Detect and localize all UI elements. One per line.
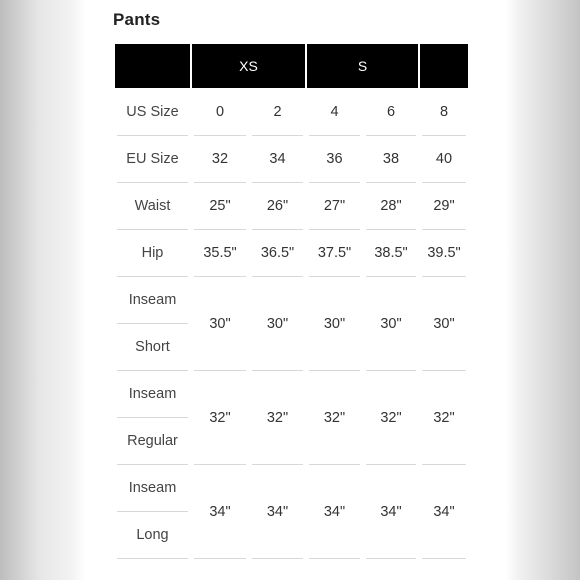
table-cell: 4 bbox=[330, 104, 339, 120]
table-cell: 38 bbox=[382, 151, 400, 167]
row-divider bbox=[194, 558, 246, 559]
table-cell: 30" bbox=[323, 315, 346, 332]
table-cell: 32" bbox=[433, 409, 455, 426]
row-label: US Size bbox=[126, 104, 179, 120]
row-divider bbox=[366, 558, 416, 559]
table-cell: 30" bbox=[380, 315, 402, 332]
table-cell: 37.5" bbox=[317, 245, 352, 261]
table-cell: 6 bbox=[386, 104, 396, 120]
table-cell: 30" bbox=[433, 315, 455, 332]
table-cell: 30" bbox=[209, 315, 231, 332]
table-cell: 36 bbox=[326, 151, 343, 167]
inseam-label-bottom: Regular bbox=[127, 433, 178, 449]
header-xs: XS bbox=[192, 44, 305, 88]
row-label: EU Size bbox=[126, 151, 179, 167]
row-label: Hip bbox=[141, 245, 164, 261]
table-cell: 34" bbox=[380, 503, 402, 520]
table-cell: 35.5" bbox=[203, 245, 237, 261]
table-cell: 27" bbox=[323, 198, 346, 214]
table-cell: 2 bbox=[273, 104, 282, 120]
header-s: S bbox=[307, 44, 418, 88]
row-divider bbox=[422, 558, 466, 559]
table-cell: 32" bbox=[323, 409, 346, 426]
table-cell: 34 bbox=[269, 151, 286, 167]
inseam-label-top: Inseam bbox=[128, 292, 177, 308]
label-divider bbox=[117, 323, 188, 324]
row-divider bbox=[117, 558, 188, 559]
table-cell: 34" bbox=[323, 503, 346, 520]
table-cell: 26" bbox=[266, 198, 289, 214]
row-label: Waist bbox=[134, 198, 171, 214]
table-cell: 30" bbox=[266, 315, 289, 332]
table-cell: 34" bbox=[209, 503, 231, 520]
label-divider bbox=[117, 511, 188, 512]
header-empty-cell bbox=[115, 44, 190, 88]
table-cell: 32" bbox=[380, 409, 402, 426]
table-cell: 32" bbox=[266, 409, 289, 426]
row-divider bbox=[252, 558, 303, 559]
row-divider bbox=[309, 558, 360, 559]
table-cell: 8 bbox=[439, 104, 449, 120]
table-cell: 34" bbox=[433, 503, 455, 520]
table-cell: 28" bbox=[380, 198, 402, 214]
table-cell: 39.5" bbox=[427, 245, 461, 261]
chart-title: Pants bbox=[113, 10, 161, 29]
table-cell: 36.5" bbox=[260, 245, 295, 261]
table-cell: 38.5" bbox=[374, 245, 408, 261]
table-cell: 34" bbox=[266, 503, 289, 520]
inseam-label-top: Inseam bbox=[128, 480, 177, 496]
label-divider bbox=[117, 417, 188, 418]
table-cell: 0 bbox=[215, 104, 225, 120]
inseam-label-bottom: Long bbox=[136, 527, 169, 543]
table-cell: 32" bbox=[209, 409, 231, 426]
inseam-label-top: Inseam bbox=[128, 386, 177, 402]
table-cell: 32 bbox=[211, 151, 229, 167]
table-cell: 29" bbox=[433, 198, 455, 214]
table-cell: 25" bbox=[209, 198, 231, 214]
inseam-label-bottom: Short bbox=[135, 339, 170, 355]
header-m-cell bbox=[420, 44, 468, 88]
table-cell: 40 bbox=[435, 151, 453, 167]
